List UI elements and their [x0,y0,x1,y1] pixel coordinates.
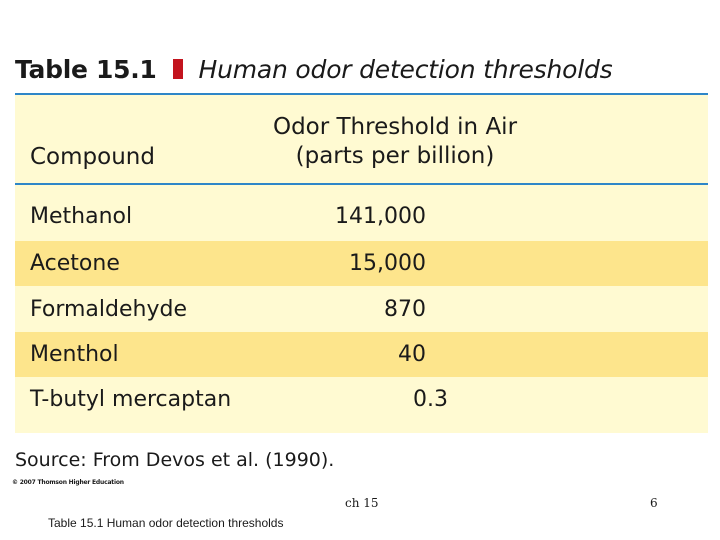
threshold-cell: 40 [398,342,426,367]
footer-chapter: ch 15 [345,496,379,510]
table-row [15,287,708,332]
threshold-cell: 0.3 [413,387,448,412]
table-label: Table 15.1 [15,54,157,84]
compound-cell: Acetone [30,251,120,276]
copyright-note: © 2007 Thomson Higher Education [12,479,124,486]
column-header-threshold-line1: Odor Threshold in Air [272,114,518,140]
threshold-cell: 141,000 [335,204,426,229]
table-title [15,51,612,87]
source-note: Source: From Devos et al. (1990). [15,449,335,471]
compound-cell: Methanol [30,204,133,229]
column-header-compound: Compound [30,144,155,170]
compound-cell: T-butyl mercaptan [30,387,232,412]
threshold-cell: 870 [384,297,426,322]
table-row [15,194,708,239]
table-row [15,332,708,377]
column-header-threshold [245,113,545,171]
table-row [15,377,708,422]
table-row [15,241,708,286]
threshold-cell: 15,000 [349,251,426,276]
footer-page-number: 6 [650,496,658,510]
compound-cell: Menthol [30,342,119,367]
title-marker-icon [173,59,183,79]
table-caption: Human odor detection thresholds [198,54,613,84]
header-rule [15,183,708,185]
compound-cell: Formaldehyde [30,297,187,322]
footer-caption: Table 15.1 Human odor detection thresholds [48,516,284,530]
column-header-threshold-line2: (parts per billion) [295,143,495,169]
